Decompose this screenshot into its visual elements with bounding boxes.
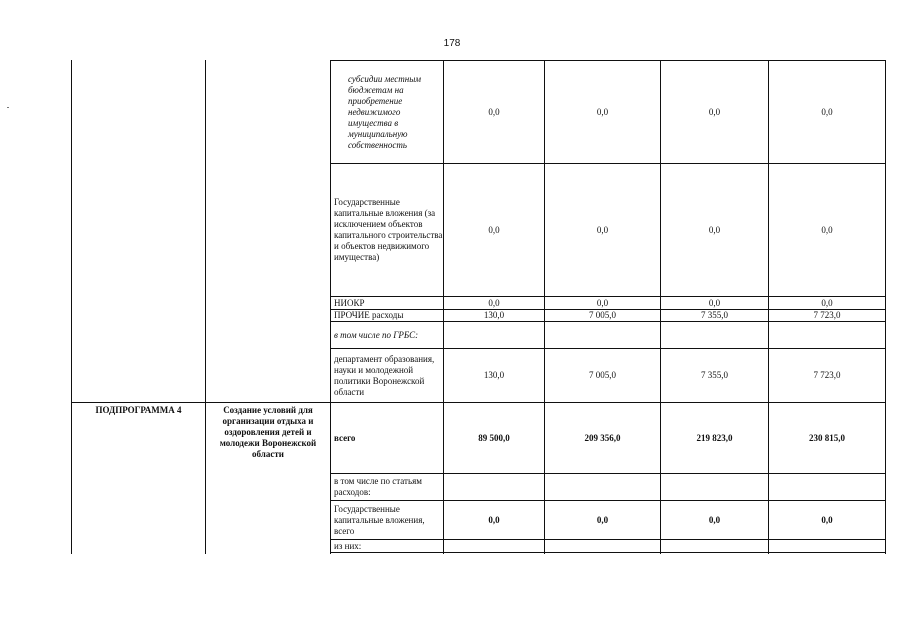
value-cell: 0,0 (488, 224, 500, 235)
row-label: всего (334, 432, 356, 443)
value-cell: 130,0 (483, 370, 505, 380)
subprogram-code: ПОДПРОГРАММА 4 (95, 405, 182, 415)
value-cell: 0,0 (708, 514, 721, 525)
scan-speck (7, 107, 9, 108)
row-label: из них: (334, 540, 362, 551)
value-cell: 0,0 (596, 514, 609, 525)
value-cell: 0,0 (596, 106, 609, 117)
value-cell: 7 723,0 (813, 370, 841, 380)
value-cell: 0,0 (821, 224, 833, 235)
subprogram-title: Создание условий для организации отдыха и оздоровления детей и молодежи Воронежской области (219, 405, 317, 459)
value-cell: 0,0 (596, 224, 609, 235)
row-label: Государственные капитальные вложения (за исключением объектов капитального строительства и объектов недвижимого имущества) (334, 197, 443, 262)
value-cell: 0,0 (708, 106, 721, 117)
grid-line (205, 60, 206, 554)
value-cell: 0,0 (488, 106, 500, 117)
grid-line (330, 552, 886, 553)
value-cell: 0,0 (488, 297, 500, 308)
row-label: ПРОЧИЕ расходы (334, 310, 404, 320)
row-label: НИОКР (334, 297, 365, 308)
value-cell: 89 500,0 (478, 432, 510, 443)
value-cell: 130,0 (483, 310, 505, 320)
value-cell: 230 815,0 (809, 432, 845, 443)
value-cell: 219 823,0 (696, 432, 733, 443)
value-cell: 7 355,0 (701, 370, 728, 380)
row-label: в том числе по статьям расходов: (334, 476, 422, 497)
value-cell: 0,0 (708, 297, 721, 308)
grid-line (885, 60, 886, 554)
value-cell: 0,0 (821, 514, 833, 525)
value-cell: 0,0 (488, 514, 500, 525)
value-cell: 0,0 (821, 297, 833, 308)
value-cell: 7 723,0 (813, 310, 841, 320)
row-label: субсидии местным бюджетам на приобретение недвижимого имущества в муниципальную собственность (348, 73, 422, 150)
value-cell: 7 355,0 (701, 310, 728, 320)
value-cell: 209 356,0 (584, 432, 621, 443)
row-label: Государственные капитальные вложения, всего (334, 503, 425, 536)
grid-line (71, 60, 72, 554)
value-cell: 0,0 (821, 106, 833, 117)
row-label: в том числе по ГРБС: (334, 329, 419, 340)
value-cell: 0,0 (708, 224, 721, 235)
value-cell: 7 005,0 (589, 310, 616, 320)
page-number: 178 (443, 38, 461, 49)
row-label: департамент образования, науки и молодежной политики Воронежской области (334, 353, 435, 397)
value-cell: 7 005,0 (589, 370, 616, 380)
value-cell: 0,0 (596, 297, 609, 308)
